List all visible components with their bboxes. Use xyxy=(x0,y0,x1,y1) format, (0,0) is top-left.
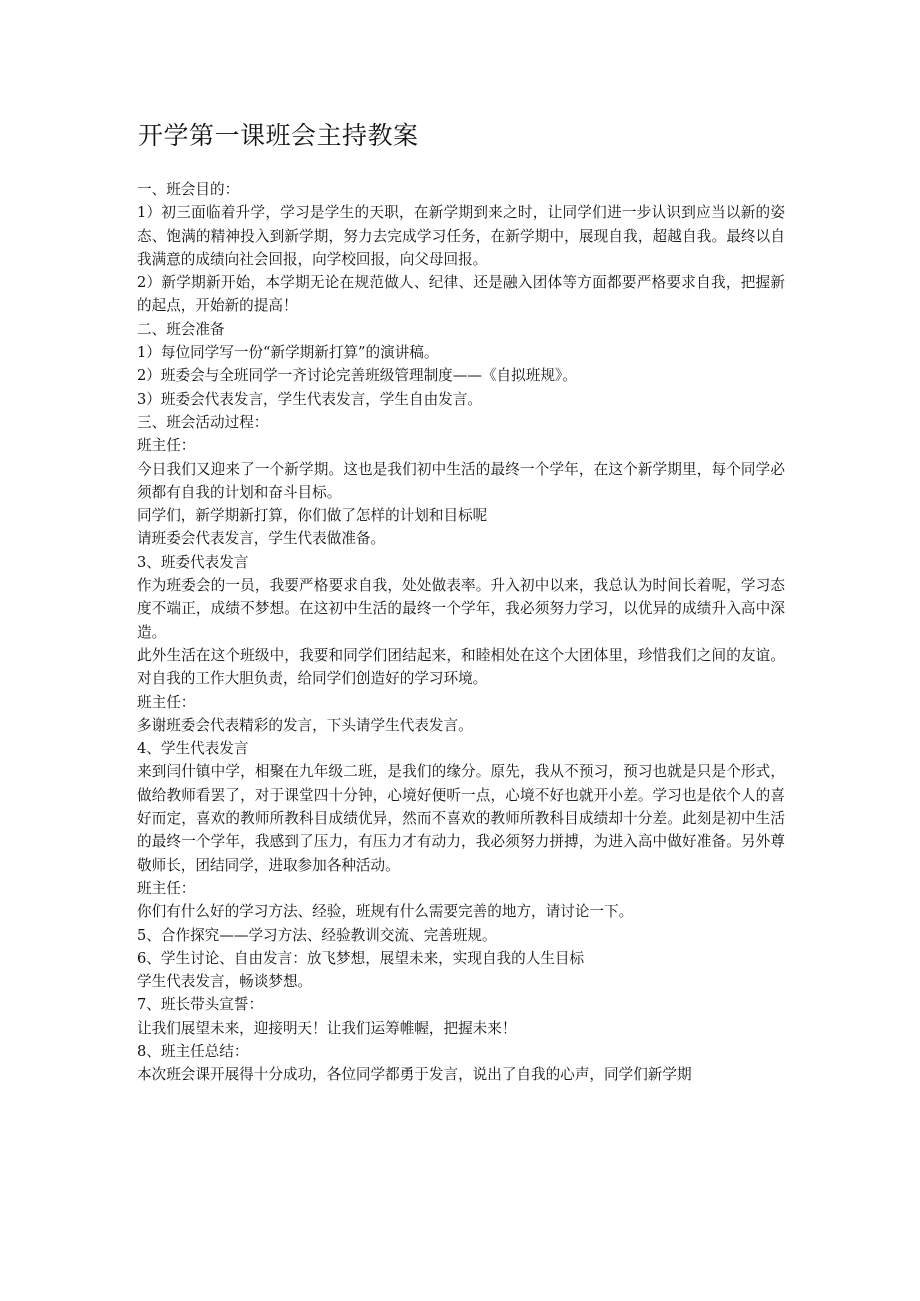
document-body xyxy=(137,178,785,1087)
paragraph: 此外生活在这个班级中，我要和同学们团结起来，和睦相处在这个大团体里，珍惜我们之间的友谊。对自我的工作大胆负责，给同学们创造好的学习环境。 xyxy=(137,646,785,688)
paragraph: 学生代表发言，畅谈梦想。 xyxy=(137,973,313,991)
paragraph: 你们有什么好的学习方法、经验，班规有什么需要完善的地方，请讨论一下。 xyxy=(137,903,634,921)
step-heading-3: 3、班委代表发言 xyxy=(137,553,249,571)
speaker-label: 班主任： xyxy=(137,879,196,897)
paragraph: 让我们展望未来，迎接明天！让我们运筹帷幄，把握未来！ xyxy=(137,1019,517,1037)
document-title: 开学第一课班会主持教案 xyxy=(138,121,419,150)
section-heading-purpose: 一、班会目的： xyxy=(137,181,240,198)
preparation-item-1: 1）每位同学写一份“新学期新打算”的演讲稿。 xyxy=(137,344,439,362)
paragraph: 同学们，新学期新打算，你们做了怎样的计划和目标呢 xyxy=(137,507,488,525)
purpose-item-2: 2）新学期新开始，本学期无论在规范做人、纪律、还是融入团体等方面都要严格要求自我，把握新的起点，开始新的提高！ xyxy=(137,274,785,315)
step-heading-5: 5、合作探究——学习方法、经验教训交流、完善班规。 xyxy=(137,926,497,944)
preparation-item-3: 3）班委会代表发言，学生代表发言，学生自由发言。 xyxy=(137,390,482,408)
section-heading-preparation: 二、班会准备 xyxy=(137,320,225,338)
step-heading-6: 6、学生讨论、自由发言：放飞梦想，展望未来，实现自我的人生目标 xyxy=(137,949,585,967)
step-heading-4: 4、学生代表发言 xyxy=(137,740,249,758)
step-heading-7: 7、班长带头宣誓： xyxy=(137,996,264,1014)
purpose-item-1: 1）初三面临着升学，学习是学生的天职，在新学期到来之时，让同学们进一步认识到应当以新的姿态、饱满的精神投入到新学期，努力去完成学习任务，在新学期中，展现自我，超越自我。最终以自我满意的成绩向社会回报，向学校回报，向父母回报。 xyxy=(137,204,785,268)
paragraph: 请班委会代表发言，学生代表做准备。 xyxy=(137,530,386,548)
paragraph: 今日我们又迎来了一个新学期。这也是我们初中生活的最终一个学年，在这个新学期里，每个同学必须都有自我的计划和奋斗目标。 xyxy=(137,460,785,501)
paragraph: 本次班会课开展得十分成功，各位同学都勇于发言，说出了自我的心声，同学们新学期 xyxy=(137,1066,692,1084)
section-heading-process: 三、班会活动过程： xyxy=(137,413,269,431)
step-heading-8: 8、班主任总结： xyxy=(137,1042,249,1060)
paragraph: 多谢班委会代表精彩的发言，下头请学生代表发言。 xyxy=(137,716,473,734)
paragraph: 作为班委会的一员，我要严格要求自我，处处做表率。升入初中以来，我总认为时间长着呢，学习态度不端正，成绩不梦想。在这初中生活的最终一个学年，我必须努力学习，以优异的成绩升入高中深造。 xyxy=(137,577,785,641)
speaker-label: 班主任： xyxy=(137,437,196,455)
preparation-item-2: 2）班委会与全班同学一齐讨论完善班级管理制度——《自拟班规》。 xyxy=(137,367,577,385)
paragraph: 来到闫什镇中学，相聚在九年级二班，是我们的缘分。原先，我从不预习，预习也就是只是个形式，做给教师看罢了，对于课堂四十分钟，心境好便听一点，心境不好也就开小差。学习也是依个人的喜好而定，喜欢的教师所教科目成绩优异，然而不喜欢的教师所教科目成绩却十分差。此刻是初中生活的最终一个学年，我感到了压力，有压力才有动力，我必须努力拼搏，为进入高中做好准备。另外尊敬师长，团结同学，进取参加各种活动。 xyxy=(137,763,785,874)
speaker-label: 班主任： xyxy=(137,693,196,711)
